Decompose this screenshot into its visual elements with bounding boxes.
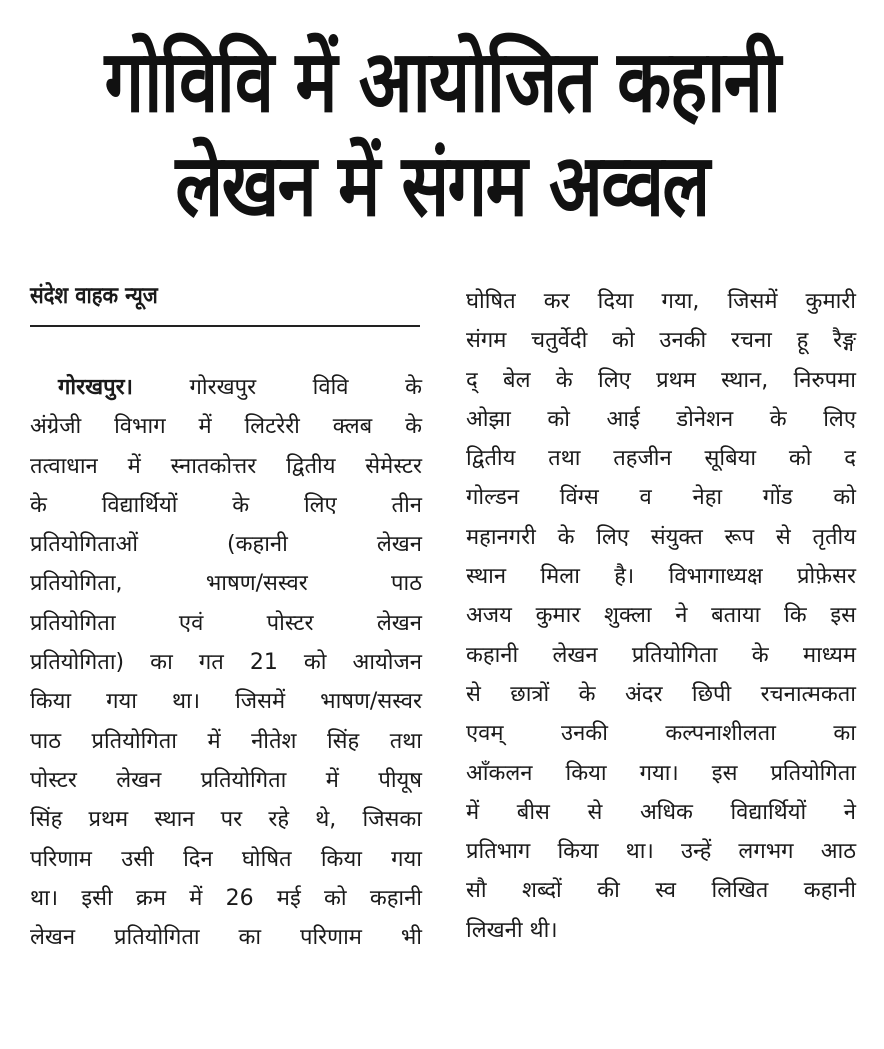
- headline-line-1: गोविवि में आयोजित कहानी: [104, 32, 780, 132]
- column-line: तत्वाधान में स्नातकोत्तर द्वितीय सेमेस्टर: [30, 453, 422, 479]
- dateline: गोरखपुर।: [58, 375, 133, 400]
- article-column-left: [30, 368, 422, 957]
- column-line: परिणाम उसी दिन घोषित किया गया: [30, 846, 422, 872]
- column-line: संगम चतुर्वेदी को उनकी रचना हू रैङ्ग: [466, 328, 856, 354]
- column-line: घोषित कर दिया गया, जिसमें कुमारी: [466, 289, 856, 314]
- byline: संदेश वाहक न्यूज: [30, 283, 158, 309]
- column-line: किया गया था। जिसमें भाषण/सस्वर: [30, 689, 422, 715]
- column-line: द्वितीय तथा तहजीन सूबिया को द: [466, 446, 856, 472]
- column-line: प्रतियोगिता) का गत 21 को आयोजन: [30, 650, 422, 676]
- column-line: गोरखपुर। गोरखपुर विवि के: [58, 375, 422, 400]
- column-line: में बीस से अधिक विद्यार्थियों ने: [466, 799, 856, 825]
- headline-line-2: लेखन में संगम अव्वल: [175, 136, 709, 236]
- column-line: द् बेल के लिए प्रथम स्थान, निरुपमा: [466, 367, 856, 393]
- column-line: प्रतियोगिता, भाषण/सस्वर पाठ: [30, 571, 422, 597]
- column-line: पोस्टर लेखन प्रतियोगिता में पीयूष: [30, 767, 422, 793]
- column-line: प्रतिभाग किया था। उन्हें लगभग आठ: [466, 839, 856, 865]
- column-line: गोल्डन विंग्स व नेहा गोंड को: [466, 485, 856, 511]
- column-line: से छात्रों के अंदर छिपी रचनात्मकता: [466, 681, 856, 707]
- column-line: महानगरी के लिए संयुक्त रूप से तृतीय: [466, 524, 856, 550]
- column-line: आँकलन किया गया। इस प्रतियोगिता: [466, 760, 856, 786]
- column-line: सौ शब्दों की स्व लिखित कहानी: [466, 878, 856, 904]
- column-line: लेखन प्रतियोगिता का परिणाम भी: [30, 925, 422, 951]
- column-line: अजय कुमार शुक्ला ने बताया कि इस: [466, 603, 856, 629]
- column-line: लिखनी थी।: [466, 917, 558, 943]
- column-line: ओझा को आई डोनेशन के लिए: [466, 406, 856, 432]
- column-line: कहानी लेखन प्रतियोगिता के माध्यम: [466, 642, 856, 668]
- column-line: पाठ प्रतियोगिता में नीतेश सिंह तथा: [30, 728, 422, 754]
- byline-divider: [30, 325, 420, 327]
- column-line: सिंह प्रथम स्थान पर रहे थे, जिसका: [30, 807, 422, 833]
- column-line: प्रतियोगिता एवं पोस्टर लेखन: [30, 610, 422, 636]
- article-column-right: [466, 282, 856, 950]
- column-line: अंग्रेजी विभाग में लिटरेरी क्लब के: [30, 414, 422, 440]
- column-line: प्रतियोगिताओं (कहानी लेखन: [30, 532, 422, 558]
- column-line: एवम् उनकी कल्पनाशीलता का: [466, 721, 856, 747]
- column-line: स्थान मिला है। विभागाध्यक्ष प्रोफ़ेसर: [466, 564, 856, 590]
- headline: [80, 30, 805, 238]
- column-line: था। इसी क्रम में 26 मई को कहानी: [30, 885, 422, 911]
- column-line: के विद्यार्थियों के लिए तीन: [30, 492, 422, 518]
